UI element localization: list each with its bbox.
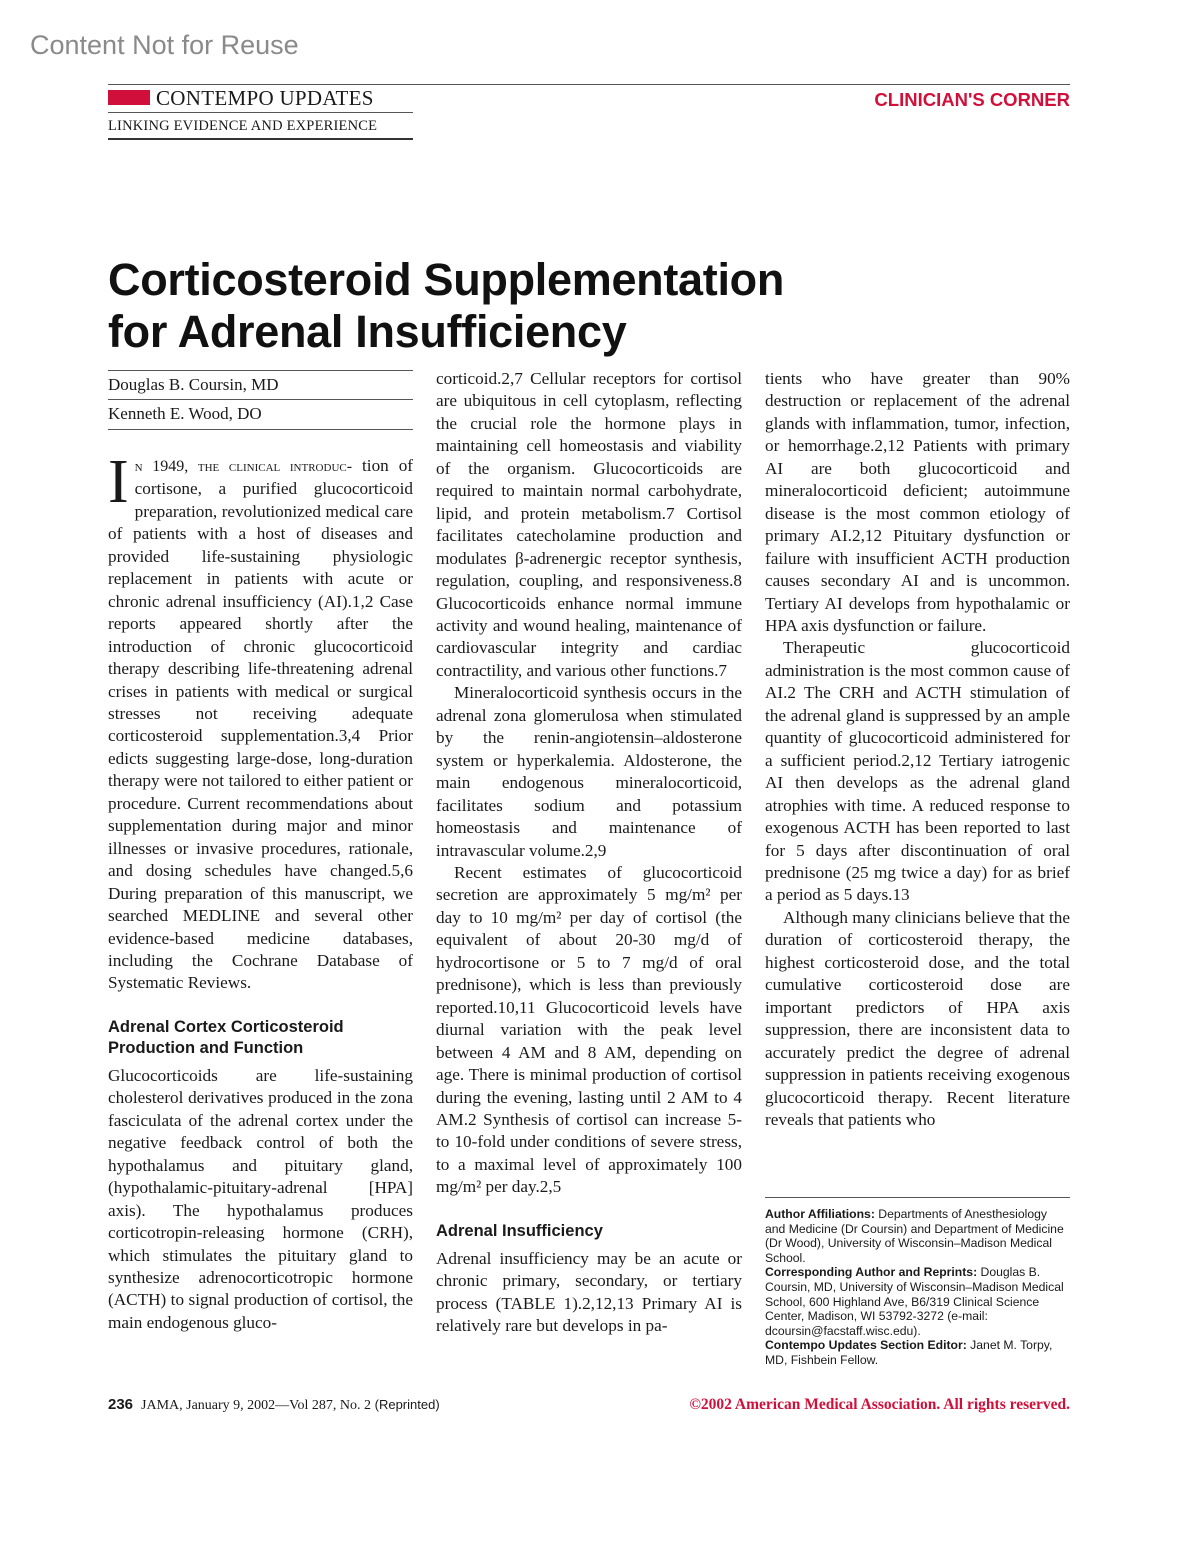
affiliations-text: Departments of Anesthesiology and Medicine (Dr Coursin) and Department of Medicine (Dr Wood), University of Wisconsin–Madison Medical School. [765,1207,1064,1265]
paragraph-secretion: Recent estimates of glucocorticoid secretion are approximately 5 mg/m² per day to 10 mg/m² per day of cortisol (the equivalent of about 20-30 mg/d of hydrocortisone or 5 to 7 mg/d of oral prednisone), which is less than previously reported.10,11 Glucocorticoid levels have diurnal variation with the peak level between 4 AM and 8 AM, depending on age. There is minimal production of cortisol during the evening, lasting until 2 AM to 4 AM.2 Synthesis of cortisol can increase 5- to 10-fold under conditions of severe stress, to a maximal level of approximately 100 mg/m² per day.2,5 [436,862,742,1197]
footer-citation [108,1396,440,1414]
affiliations-label: Author Affiliations: [765,1207,875,1221]
author-rule-bottom [108,429,413,430]
paragraph-mineralocorticoid: Mineralocorticoid synthesis occurs in the adrenal zona glomerulosa when stimulated by the renin-angiotensin–aldosterone system or hyperkalemia. Aldosterone, the main endogenous mineralocorticoid, facilitates sodium and potassium homeostasis and maintenance of intravascular volume.2,9 [436,683,742,860]
editor-label: Contempo Updates Section Editor: [765,1338,967,1353]
intro-paragraph [108,448,414,995]
drop-cap: I [108,448,129,516]
journal-citation: JAMA, January 9, 2002—Vol 287, No. 2 [141,1398,371,1413]
paragraph-primary-ai: tients who have greater than 90% destruction or replacement of the adrenal glands with inflammation, tumor, infection, or hemorrhage.2,12 Patients with primary AI are both glucocorticoid and mineralocorticoid deficient; autoimmune disease is the most common etiology of primary AI.2,12 Pituitary dysfunction or failure with insufficient ACTH production causes secondary AI and is uncommon. Tertiary AI develops from hypothalamic or HPA axis dysfunction or failure. [765,369,1070,635]
clinicians-corner-label: CLINICIAN'S CORNER [874,89,1070,110]
paragraph-duration: Although many clinicians believe that the duration of corticosteroid therapy, the highest corticosteroid dose, and the total cumulative corticosteroid dose are important predictors of HPA axis suppression, there are inconsistent data to accurately predict the degree of adrenal suppression in patients receiving exogenous glucocorticoid therapy. Recent literature reveals that patients who [765,907,1070,1129]
affiliations-rule [765,1197,1070,1198]
header-divider [108,112,413,113]
author-rule-mid [108,399,413,400]
section-color-block [108,90,150,105]
paragraph-glucocorticoids: Glucocorticoids are life-sustaining cholesterol derivatives produced in the zona fasciculata of the adrenal cortex under the negative feedback control of both the hypothalamus and pituitary gland, (hypothalamic-pituitary-adrenal [HPA] axis). The hypothalamus produces corticotropin-releasing hormone (CRH), which stimulates the pituitary gland to synthesize adrenocorticotropic hormone (ACTH) to signal production of cortisol, the main endogenous gluco- [108,1065,413,1332]
page-number: 236 [108,1396,134,1413]
title-line-2: for Adrenal Insufficiency [108,306,627,357]
section-subtitle: LINKING EVIDENCE AND EXPERIENCE [108,118,378,134]
intro-text: tion of cortisone, a purified glucocorticoid preparation, revolutionized medical care of patients with a host of diseases and provided life-sustaining physiologic replacement in patients with acute or chronic adrenal insufficiency (AI).1,2 Case reports appeared shortly after the introduction of chronic glucocorticoid therapy describing life-threatening adrenal crises in patients with medical or surgical stresses not receiving adequate corticosteroid supplementation.3,4 Prior edicts suggesting large-dose, long-duration therapy were not tailored to either patient or procedure. Current recommendations about supplementation during major and minor illnesses or invasive procedures, rationale, and dosing schedules have changed.5,6 During preparation of this manuscript, we searched MEDLINE and several other evidence-based medicine databases, including the Cochrane Database of Systematic Reviews. [108,456,414,993]
header-top-rule [108,84,1070,85]
column-1 [108,448,414,1334]
title-line-1: Corticosteroid Supplementation [108,254,785,305]
header-divider-bottom [108,138,413,140]
corresponding-label: Corresponding Author and Reprints: [765,1265,978,1280]
heading-adrenal-cortex: Adrenal Cortex Corticosteroid Production and Function [108,1017,344,1057]
section-label: CONTEMPO UPDATES [156,86,374,110]
watermark: Content Not for Reuse [30,30,299,60]
author-affiliations [765,1207,1070,1368]
column-3 [765,368,1070,1131]
author-1: Douglas B. Coursin, MD [108,375,279,394]
article-title [108,254,828,358]
paragraph-therapeutic: Therapeutic glucocorticoid administration is the most common cause of AI.2 The CRH and ACTH stimulation of the adrenal gland is suppressed by an ample quantity of glucocorticoid administered for a sufficient period.2,12 Tertiary iatrogenic AI then develops as the adrenal gland atrophies with time. A reduced response to exogenous ACTH has been reported to last for 5 days after discontinuation of oral prednisone (25 mg twice a day) for as brief a period as 5 days.13 [765,638,1070,905]
reprinted-note: (Reprinted) [374,1397,440,1412]
author-rule-top [108,370,413,371]
heading-adrenal-insufficiency: Adrenal Insufficiency [436,1221,603,1240]
intro-lead: n 1949, the clinical introduc- [134,458,353,475]
copyright-notice: ©2002 American Medical Association. All rights reserved. [689,1396,1070,1413]
column-2 [436,368,742,1338]
corresponding-text: Douglas B. Coursin, MD, University of Wisconsin–Madison Medical School, 600 Highland Ave, B6/319 Clinical Science Center, Madison, WI 53792-3272 (e-mail: dcoursin@facstaff.wisc.edu). [765,1265,1064,1338]
author-2: Kenneth E. Wood, DO [108,404,262,423]
editor-text: Janet M. Torpy, MD, Fishbein Fellow. [765,1338,1053,1367]
paragraph-adrenal-insufficiency: Adrenal insufficiency may be an acute or chronic primary, secondary, or tertiary process (TABLE 1).2,12,13 Primary AI is relatively rare but develops in pa- [436,1248,742,1336]
paragraph-corticoid: corticoid.2,7 Cellular receptors for cortisol are ubiquitous in cell cytoplasm, reflecting the crucial role the hormone plays in maintaining cell homeostasis and viability of the organism. Glucocorticoids are required to maintain normal carbohydrate, lipid, and protein metabolism.7 Cortisol facilitates catecholamine production and modulates β-adrenergic receptor synthesis, regulation, coupling, and responsiveness.8 Glucocorticoids enhance normal immune activity and wound healing, maintenance of cardiovascular integrity and cardiac contractility, and various other functions.7 [436,369,742,680]
